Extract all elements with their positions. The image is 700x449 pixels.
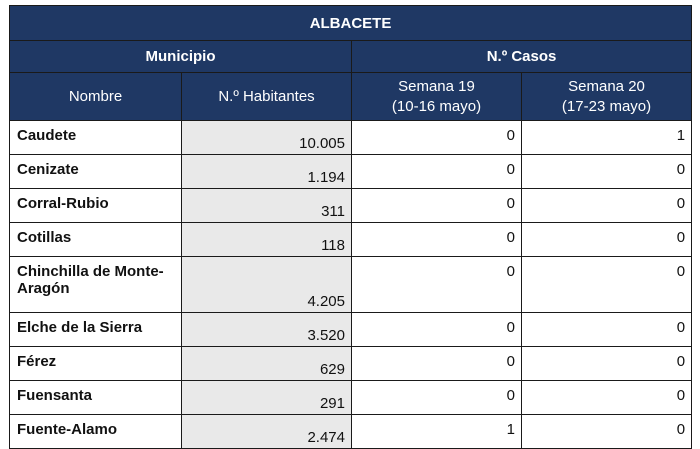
group-header-row [10, 41, 692, 73]
habitantes-value: 2.474 [182, 415, 352, 449]
habitantes-value: 291 [182, 381, 352, 415]
semana20-value: 0 [522, 347, 692, 381]
municipio-name: Fuensanta [10, 381, 182, 415]
habitantes-value: 629 [182, 347, 352, 381]
semana19-value: 0 [352, 257, 522, 313]
semana20-value: 0 [522, 155, 692, 189]
table-row [10, 347, 692, 381]
habitantes-value: 10.005 [182, 121, 352, 155]
table-row [10, 381, 692, 415]
habitantes-value: 311 [182, 189, 352, 223]
municipio-name: Chinchilla de Monte-Aragón [10, 257, 182, 313]
column-header-row [10, 73, 692, 121]
semana20-value: 0 [522, 313, 692, 347]
table-row [10, 313, 692, 347]
semana19-value: 0 [352, 347, 522, 381]
semana19-value: 0 [352, 381, 522, 415]
municipio-name: Cenizate [10, 155, 182, 189]
semana19-dates: (10-16 mayo) [391, 97, 482, 115]
municipio-group-header: Municipio [10, 41, 352, 73]
table-row [10, 189, 692, 223]
table-row [10, 121, 692, 155]
semana20-value: 0 [522, 415, 692, 449]
semana20-value: 0 [522, 381, 692, 415]
table-title: ALBACETE [10, 6, 692, 41]
title-row [10, 6, 692, 41]
semana20-dates: (17-23 mayo) [561, 97, 652, 115]
habitantes-value: 1.194 [182, 155, 352, 189]
habitantes-column-header: N.º Habitantes [182, 73, 352, 121]
habitantes-value: 4.205 [182, 257, 352, 313]
cases-table [9, 5, 692, 449]
table-row [10, 155, 692, 189]
semana19-value: 1 [352, 415, 522, 449]
municipio-name: Cotillas [10, 223, 182, 257]
habitantes-value: 118 [182, 223, 352, 257]
habitantes-value: 3.520 [182, 313, 352, 347]
municipio-name: Elche de la Sierra [10, 313, 182, 347]
semana19-value: 0 [352, 121, 522, 155]
municipio-name: Corral-Rubio [10, 189, 182, 223]
municipio-name: Caudete [10, 121, 182, 155]
semana19-value: 0 [352, 189, 522, 223]
table-row [10, 223, 692, 257]
table-row [10, 257, 692, 313]
semana20-label: Semana 20 [568, 77, 645, 95]
semana20-column-header [522, 73, 692, 121]
semana19-value: 0 [352, 223, 522, 257]
semana19-label: Semana 19 [398, 77, 475, 95]
municipio-name: Férez [10, 347, 182, 381]
casos-group-header: N.º Casos [352, 41, 692, 73]
semana19-value: 0 [352, 155, 522, 189]
semana20-value: 0 [522, 257, 692, 313]
semana20-value: 0 [522, 189, 692, 223]
semana20-value: 1 [522, 121, 692, 155]
municipio-name: Fuente-Alamo [10, 415, 182, 449]
semana20-value: 0 [522, 223, 692, 257]
semana19-column-header [352, 73, 522, 121]
table-row [10, 415, 692, 449]
nombre-column-header: Nombre [10, 73, 182, 121]
semana19-value: 0 [352, 313, 522, 347]
